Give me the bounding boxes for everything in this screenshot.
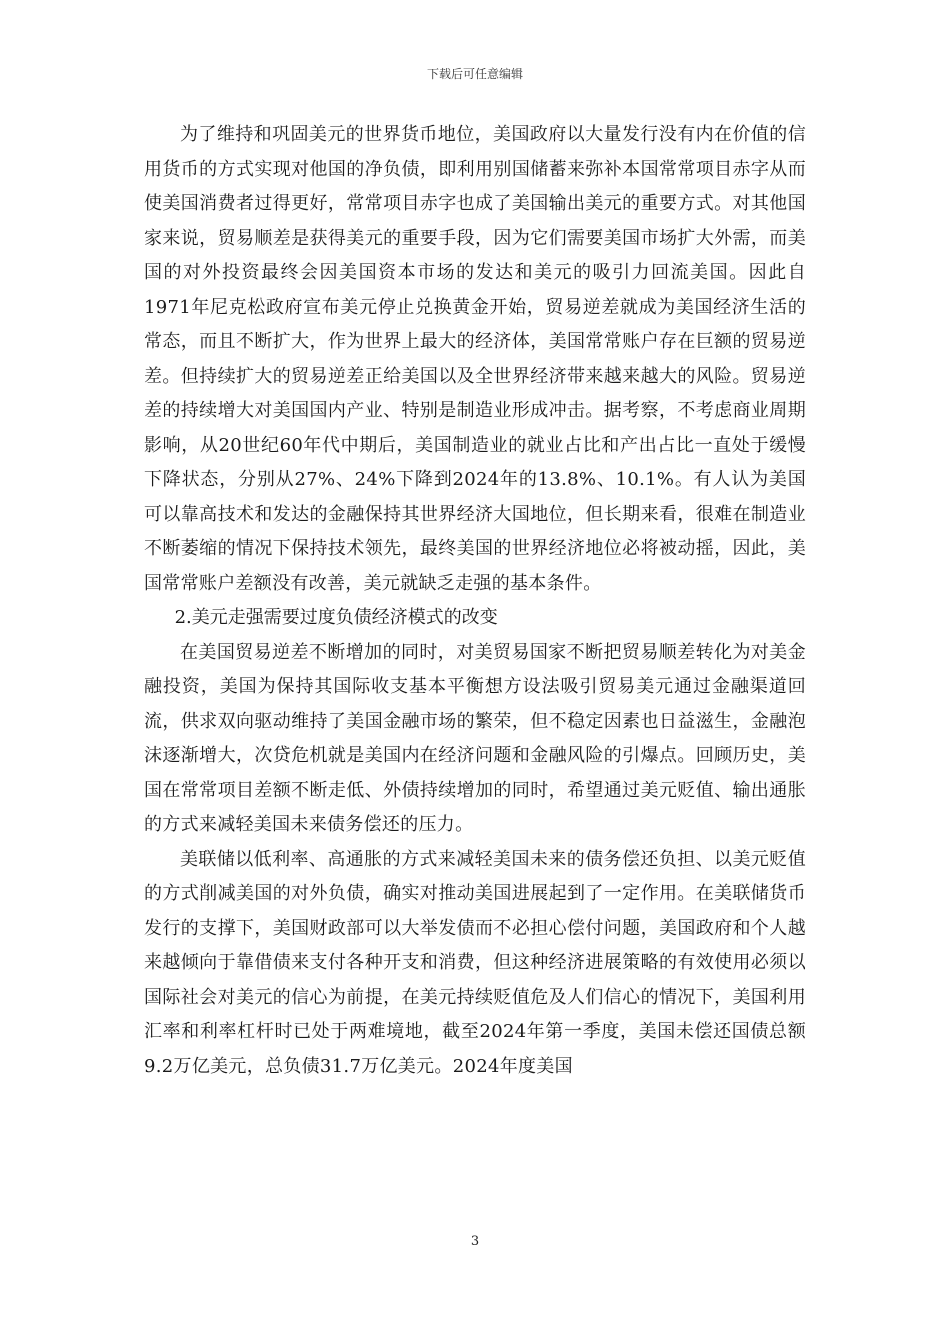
document-body bbox=[144, 118, 806, 1084]
paragraph-1: 为了维持和巩固美元的世界货币地位，美国政府以大量发行没有内在价值的信用货币的方式实现对他国的净负债，即利用别国储蓄来弥补本国常常项目赤字从而使美国消费者过得更好，常常项目赤字也成了美国输出美元的重要方式。对其他国家来说，贸易顺差是获得美元的重要手段，因为它们需要美国市场扩大外需，而美国的对外投资最终会因美国资本市场的发达和美元的吸引力回流美国。因此自1971年尼克松政府宣布美元停止兑换黄金开始，贸易逆差就成为美国经济生活的常态，而且不断扩大，作为世界上最大的经济体，美国常常账户存在巨额的贸易逆差。但持续扩大的贸易逆差正给美国以及全世界经济带来越来越大的风险。贸易逆差的持续增大对美国国内产业、特别是制造业形成冲击。据考察，不考虑商业周期影响，从20世纪60年代中期后，美国制造业的就业占比和产出占比一直处于缓慢下降状态，分别从27%、24%下降到2024年的13.8%、10.1%。有人认为美国可以靠高技术和发达的金融保持其世界经济大国地位，但长期来看，很难在制造业不断萎缩的情况下保持技术领先，最终美国的世界经济地位必将被动摇，因此，美国常常账户差额没有改善，美元就缺乏走强的基本条件。 bbox=[144, 124, 806, 594]
section-heading: 2.美元走强需要过度负债经济模式的改变 bbox=[174, 607, 498, 628]
paragraph-2: 在美国贸易逆差不断增加的同时，对美贸易国家不断把贸易顺差转化为对美金融投资，美国为保持其国际收支基本平衡想方设法吸引贸易美元通过金融渠道回流，供求双向驱动维持了美国金融市场的繁荣，但不稳定因素也日益滋生，金融泡沫逐渐增大，次贷危机就是美国内在经济问题和金融风险的引爆点。回顾历史，美国在常常项目差额不断走低、外债持续增加的同时，希望通过美元贬值、输出通胀的方式来减轻美国未来债务偿还的压力。 bbox=[144, 641, 806, 835]
page-number: 3 bbox=[470, 1234, 480, 1249]
page-header: 下载后可任意编辑 bbox=[426, 67, 523, 81]
paragraph-3: 美联储以低利率、高通胀的方式来减轻美国未来的债务偿还负担、以美元贬值的方式削减美国的对外负债，确实对推动美国进展起到了一定作用。在美联储货币发行的支撑下，美国财政部可以大举发债而不必担心偿付问题，美国政府和个人越来越倾向于靠借债来支付各种开支和消费，但这种经济进展策略的有效使用必须以国际社会对美元的信心为前提，在美元持续贬值危及人们信心的情况下，美国利用汇率和利率杠杆时已处于两难境地，截至2024年第一季度，美国未偿还国债总额9.2万亿美元，总负债31.7万亿美元。2024年度美国 bbox=[144, 848, 806, 1077]
